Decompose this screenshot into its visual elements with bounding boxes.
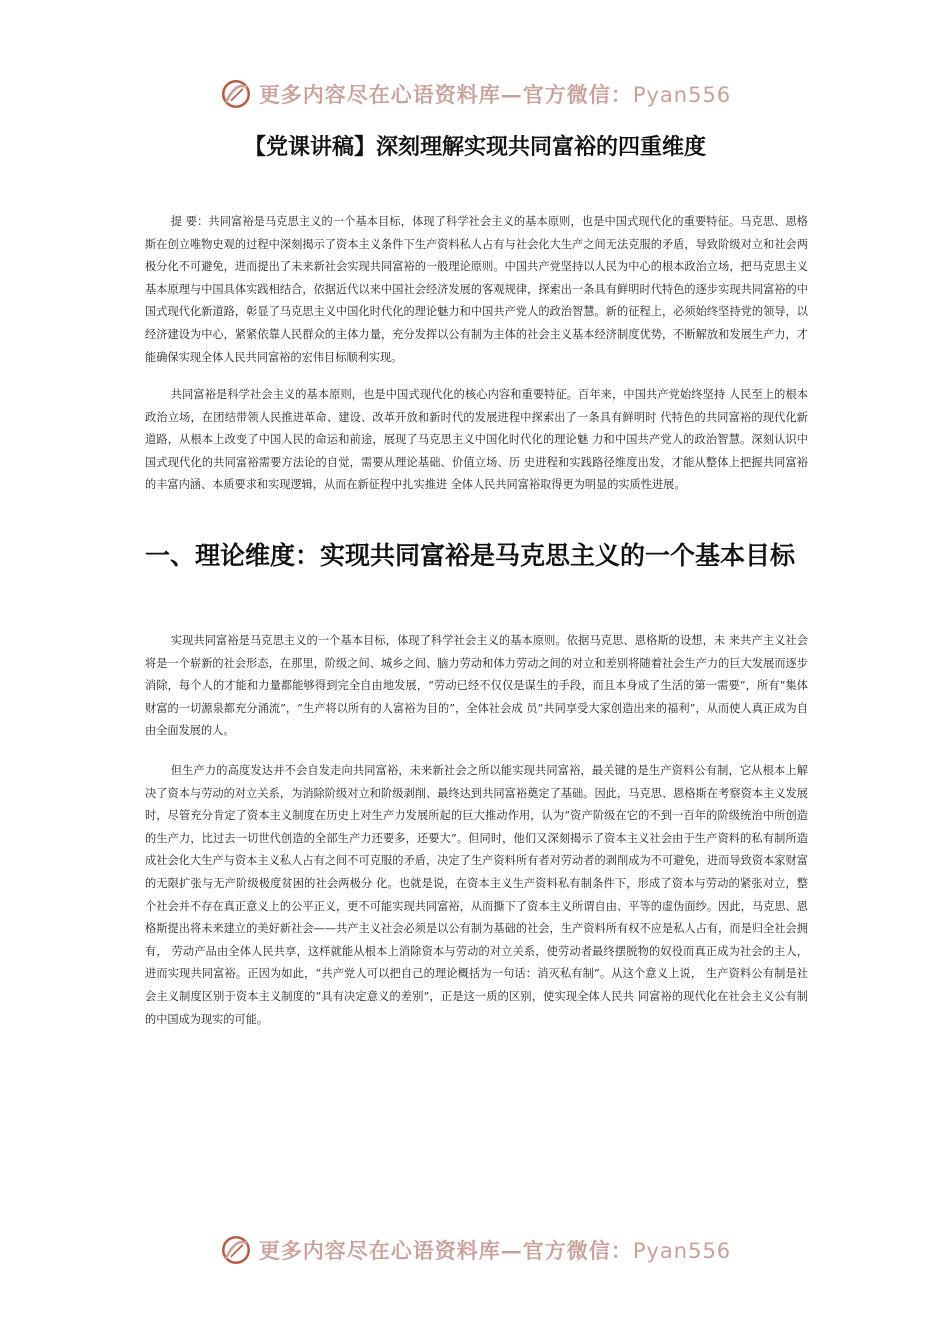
banner-text: 更多内容尽在心语资料库—官方微信：Pyan556 [258,1238,732,1263]
abstract-block [145,211,808,369]
footer-banner [0,1230,950,1270]
section-1-p2-block [145,760,808,1031]
intro-paragraph: 共同富裕是科学社会主义的基本原则，也是中国式现代化的核心内容和重要特征。百年来，中国共产党始终坚持 人民至上的根本政治立场，在团结带领人民推进革命、建设、改革开放和新时代的发展进程中探索出了一条具有鲜明时 代特色的共同富裕的现代化新道路，从根本上改变了中国人民的命运和前途，展现了马克思主义中国化时代化的理论魅 力和中国共产党人的政治智慧。深刻认识中国式现代化的共同富裕需要方法论的自觉，需要从理论基础、价值立场、历 史进程和实践路径维度出发，才能从整体上把握共同富裕的丰富内涵、本质要求和实现逻辑，从而在新征程中扎实推进 全体人民共同富裕取得更为明显的实质性进展。 [145,388,808,492]
banner-handle: Pyan556 [632,83,732,107]
document-title: 【党课讲稿】深刻理解实现共同富裕的四重维度 [243,135,706,160]
section-1-paragraph-2: 但生产力的高度发达并不会自发走向共同富裕，未来新社会之所以能实现共同富裕，最关键的是生产资料公有制，它从根本上解决了资本与劳动的对立关系，为消除阶级对立和阶级剥削、最终达到共同富裕奠定了基础。因此，马克思、恩格斯在考察资本主义发展时，尽管充分肯定了资本主义制度在历史上对生产力发展所起的巨大推动作用，认为“资产阶级在它的不到一百年的阶级统治中所创造的生产力，比过去一切世代创造的全部生产力还要多，还要大”。但同时，他们又深刻揭示了资本主义社会由于生产资料的私有制所造成社会化大生产与资本主义私人占有之间不可克服的矛盾，决定了生产资料所有者对劳动者的剥削成为不可避免，进而导致资本家财富的无限扩张与无产阶级极度贫困的社会两极分 化。也就是说，在资本主义生产资料私有制条件下，形成了资本与劳动的紧张对立，整个社会并不存在真正意义上的公平正义，更不可能实现共同富裕，从而撕下了资本主义所谓自由、平等的虚伪面纱。因此，马克思、恩格斯提出将未来建立的美好新社会——共产主义社会必须是以公有制为基础的社会，生产资料所有权不应是私人占有，而是归全社会拥有， 劳动产品由全体人民共享，这样就能从根本上消除资本与劳动的对立关系，使劳动者最终摆脱物的奴役而真正成为社会的主人，进而实现共同富裕。正因为如此，“共产党人可以把自己的理论概括为一句话：消灭私有制”。从这个意义上说， 生产资料公有制是社会主义制度区别于资本主义制度的“具有决定意义的差别”，正是这一质的区别，使实现全体人民共 同富裕的现代化在社会主义公有制的中国成为现实的可能。 [145,764,808,1026]
intro-block [145,384,808,497]
section-1-heading-block [145,533,808,578]
logo-icon [219,77,253,111]
header-banner [0,74,950,114]
section-1-p1-block [145,630,808,743]
logo-icon [219,1233,253,1267]
banner-handle: Pyan556 [632,1239,732,1263]
section-1-heading: 一、理论维度：实现共同富裕是马克思主义的一个基本目标 [145,541,796,570]
banner-text: 更多内容尽在心语资料库—官方微信：Pyan556 [258,82,732,107]
section-1-paragraph-1: 实现共同富裕是马克思主义的一个基本目标，体现了科学社会主义的基本原则。依据马克思、恩格斯的设想，未 来共产主义社会将是一个崭新的社会形态，在那里，阶级之间、城乡之间、脑力劳动和体力劳动之间的对立和差别将随着社会生产力的巨大发展而逐步消除，每个人的才能和力量都能够得到完全自由地发展，“劳动已经不仅仅是谋生的手段，而且本身成了生活的第一需要”，所有“集体财富的一切源泉都充分涌流”，“生产将以所有的人富裕为目的”，全体社会成 员“共同享受大家创造出来的福利”，从而使人真正成为自由全面发展的人。 [145,634,808,738]
abstract-paragraph: 提 要：共同富裕是马克思主义的一个基本目标，体现了科学社会主义的基本原则，也是中国式现代化的重要特征。马克思、恩格斯在创立唯物史观的过程中深刻揭示了资本主义条件下生产资料私人占有与社会化大生产之间无法克服的矛盾，导致阶级对立和社会两极分化不可避免，进而提出了未来新社会实现共同富裕的一般理论原则。中国共产党坚持以人民为中心的根本政治立场，把马克思主义基本原理与中国具体实践相结合，依据近代以来中国社会经济发展的客观规律，探索出一条具有鲜明时代特色的逐步实现共同富裕的中国式现代化新道路，彰显了马克思主义中国化时代化的理论魅力和中国共产党人的政治智慧。新的征程上，必须始终坚持党的领导，以经济建设为中心，紧紧依靠人民群众的主体力量，充分发挥以公有制为主体的社会主义基本经济制度优势，不断解放和发展生产力，才能确保实现全体人民共同富裕的宏伟目标顺利实现。 [145,215,808,364]
